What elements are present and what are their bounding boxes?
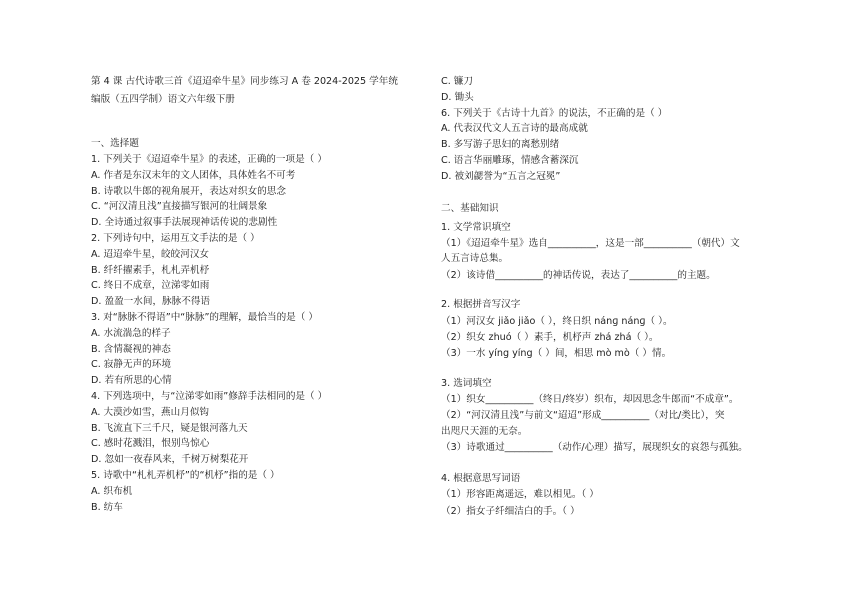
question-line: D. 被刘勰誉为“五言之冠冕” [441, 170, 561, 182]
question-line: A. 大漠沙如雪，燕山月似钩 [91, 406, 210, 418]
question-line: （1）《迢迢牵牛星》选自__________，这是一部__________（朝代）文 [441, 238, 740, 249]
question-line: D. 盈盈一水间，脉脉不得语 [91, 296, 211, 308]
question-line: C. 镰刀 [441, 76, 473, 87]
question-line: B. 纺车 [91, 501, 123, 513]
question-line: D. 锄头 [441, 91, 474, 103]
question-title: 4. 根据意思写词语 [441, 473, 521, 484]
question-line: B. 飞流直下三千尺，疑是银河落九天 [91, 422, 248, 434]
question-line: 1. 下列关于《迢迢牵牛星》的表述，正确的一项是（ ） [91, 154, 327, 165]
question-title: 2. 根据拼音写汉字 [441, 299, 521, 310]
question-line: 2. 下列诗句中，运用互文手法的是（ ） [91, 233, 260, 244]
question-line: （2）该诗借__________的神话传说，表达了__________的主题。 [441, 270, 716, 281]
question-line: （2）“河汉清且浅”与前文“迢迢”形成__________（对比/类比），突 [441, 410, 725, 421]
question-line: D. 若有所思的心情 [91, 375, 172, 387]
question-line: 人五言诗总集。 [441, 253, 509, 264]
question-line: A. 代表汉代文人五言诗的最高成就 [441, 123, 588, 135]
question-line: B. 含情凝视的神态 [91, 343, 171, 355]
doc-title-line1: 第 4 课 古代诗歌三首《迢迢牵牛星》同步练习 A 卷 2024-2025 学年统 [91, 76, 398, 87]
question-title: 3. 选词填空 [441, 378, 492, 389]
question-line: （2）指女子纤细洁白的手。（ ） [441, 506, 580, 517]
question-line: 3. 对“脉脉不得语”中“脉脉”的理解，最恰当的是（ ） [91, 312, 319, 323]
question-line: A. 织布机 [91, 485, 133, 497]
question-line: （3）诗歌通过__________（动作/心理）描写，展现织女的哀怨与孤独。 [441, 442, 748, 453]
section-heading-basics: 二、基础知识 [441, 203, 499, 214]
doc-title-line2: 编版（五四学制）语文六年级下册 [91, 94, 235, 105]
question-line: （3）一水 yíng yíng（ ）间，相思 mò mò（ ）情。 [441, 348, 672, 359]
section-heading-choice: 一、选择题 [91, 138, 139, 149]
question-line: 出咫尺天涯的无奈。 [441, 426, 528, 437]
question-line: A. 迢迢牵牛星，皎皎河汉女 [91, 248, 210, 260]
question-line: C. 终日不成章，泣涕零如雨 [91, 280, 210, 292]
question-line: 6. 下列关于《古诗十九首》的说法，不正确的是（ ） [441, 107, 668, 119]
question-line: 4. 下列选项中，与“泣涕零如雨”修辞手法相同的是（ ） [91, 391, 328, 402]
question-line: C. 寂静无声的环境 [91, 359, 171, 371]
question-line: B. 纤纤擢素手，札札弄机杼 [91, 264, 210, 276]
question-title: 1. 文学常识填空 [441, 222, 511, 233]
question-line: D. 全诗通过叙事手法展现神话传说的悲剧性 [91, 217, 278, 229]
question-line: （1）织女__________（终日/终岁）织布，却因思念牛郎而“不成章”。 [441, 394, 739, 405]
question-line: A. 作者是东汉末年的文人团体，具体姓名不可考 [91, 169, 296, 181]
question-line: （1）形容距离遥远，难以相见。（ ） [441, 489, 599, 500]
question-line: （2）织女 zhuó（ ）素手，机杼声 zhá zhá（ ）。 [441, 332, 659, 343]
question-line: C. 语言华丽雕琢，情感含蓄深沉 [441, 155, 579, 166]
question-line: A. 水流湍急的样子 [91, 327, 171, 339]
question-line: 5. 诗歌中“札札弄机杼”的“机杼”指的是（ ） [91, 470, 280, 481]
question-line: C. “河汉清且浅”直接描写银河的壮阔景象 [91, 201, 268, 213]
question-line: B. 多写游子思妇的离愁别绪 [441, 139, 560, 151]
question-line: B. 诗歌以牛郎的视角展开，表达对织女的思念 [91, 185, 286, 197]
question-line: （1）河汉女 jiǎo jiǎo（ ），终日织 nánɡ nánɡ（ ）。 [441, 316, 673, 327]
question-line: D. 忽如一夜春风来，千树万树梨花开 [91, 454, 249, 466]
question-line: C. 感时花溅泪，恨别鸟惊心 [91, 438, 210, 450]
